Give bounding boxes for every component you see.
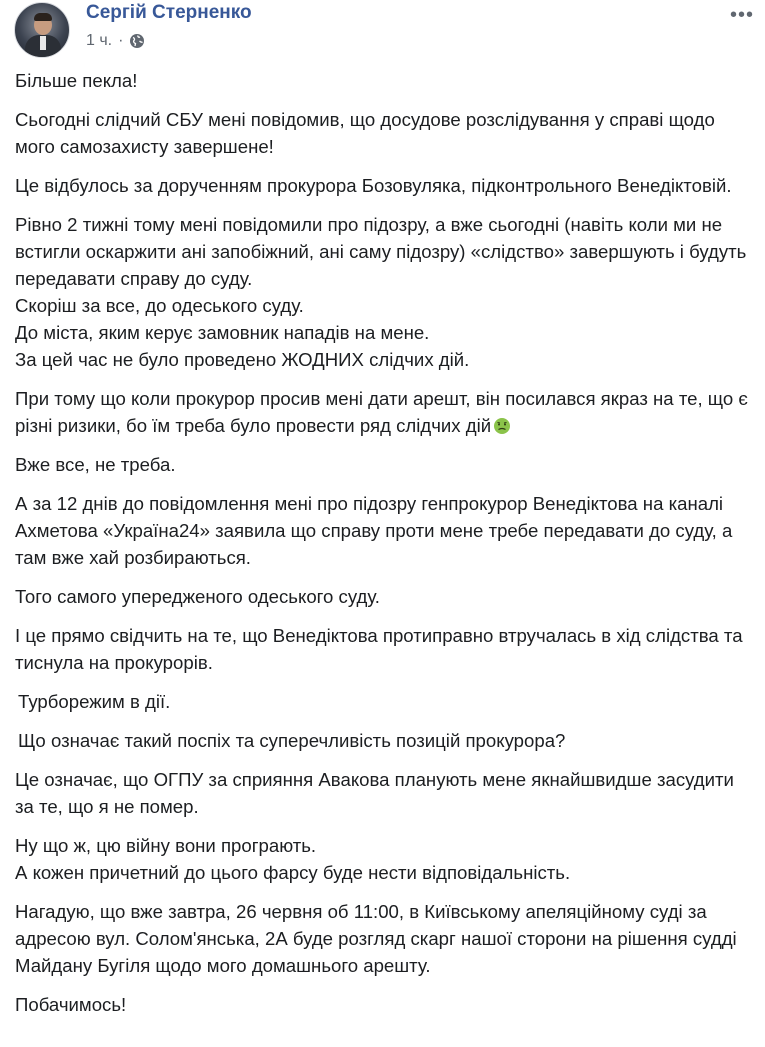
post-paragraph: Вже все, не треба. [15, 454, 176, 475]
post-paragraph: Це відбулось за дорученням прокурора Бозовуляка, підконтрольного Венедіктовій. [15, 175, 732, 196]
post-paragraph: Рівно 2 тижні тому мені повідомили про підозру, а вже сьогодні (навіть коли ми не встигли оскаржити ані запобіжний, ані саму підозру) «слідство» завершують і будуть передавати справу до суду. [15, 214, 747, 289]
post-paragraph-text: При тому що коли прокурор просив мені дати арешт, він посилався якраз на те, що є різні ризики, бо їм треба було провести ряд слідчих дій [15, 388, 748, 436]
post-paragraph: А за 12 днів до повідомлення мені про підозру генпрокурор Венедіктова на каналі Ахметова «Україна24» заявила що справу проти мене требе передавати до суду, а там вже хай розбираються. [15, 493, 733, 568]
post-meta [86, 32, 145, 50]
post-paragraph-with-emoji [15, 385, 755, 439]
post-body [15, 67, 755, 1030]
post-timestamp[interactable]: 1 ч. [86, 32, 113, 49]
post-paragraph: Сьогодні слідчий СБУ мені повідомив, що досудове розслідування у справі щодо мого самозахисту завершене! [15, 109, 715, 157]
more-horizontal-icon[interactable]: ••• [729, 4, 754, 26]
avatar[interactable] [14, 2, 70, 58]
post-paragraph: До міста, яким керує замовник нападів на мене. [15, 322, 430, 343]
globe-icon[interactable] [129, 33, 145, 49]
post-paragraph: Що означає такий поспіх та суперечливість позицій прокурора? [18, 730, 566, 751]
post-paragraph: Це означає, що ОГПУ за сприяння Авакова планують мене якнайшвидше засудити за те, що я не помер. [15, 769, 734, 817]
post-paragraph: Нагадую, що вже завтра, 26 червня об 11:00, в Київському апеляційному суді за адресою вул. Солом'янська, 2А буде розгляд скарг нашої сторони на рішення судді Майдану Бугіля щодо мого домашнього арешту. [15, 901, 737, 976]
post-paragraph: Ну що ж, цю війну вони програють. [15, 835, 317, 856]
post-paragraph: Того самого упередженого одеського суду. [15, 586, 380, 607]
post-paragraph: Побачимось! [15, 994, 127, 1015]
post-paragraph: А кожен причетний до цього фарсу буде нести відповідальність. [15, 862, 571, 883]
author-name[interactable]: Сергій Стерненко [86, 2, 252, 23]
post-paragraph: Турборежим в дії. [18, 691, 171, 712]
nauseated-face-icon [493, 417, 511, 435]
post-paragraph: За цей час не було проведено ЖОДНИХ слідчих дій. [15, 349, 470, 370]
meta-separator: · [118, 32, 124, 49]
post-header [14, 2, 754, 58]
post-paragraph: І це прямо свідчить на те, що Венедіктова протиправно втручалась в хід слідства та тиснула на прокурорів. [15, 625, 743, 673]
post-paragraph: Більше пекла! [15, 70, 138, 91]
post-paragraph: Скоріш за все, до одеського суду. [15, 295, 304, 316]
